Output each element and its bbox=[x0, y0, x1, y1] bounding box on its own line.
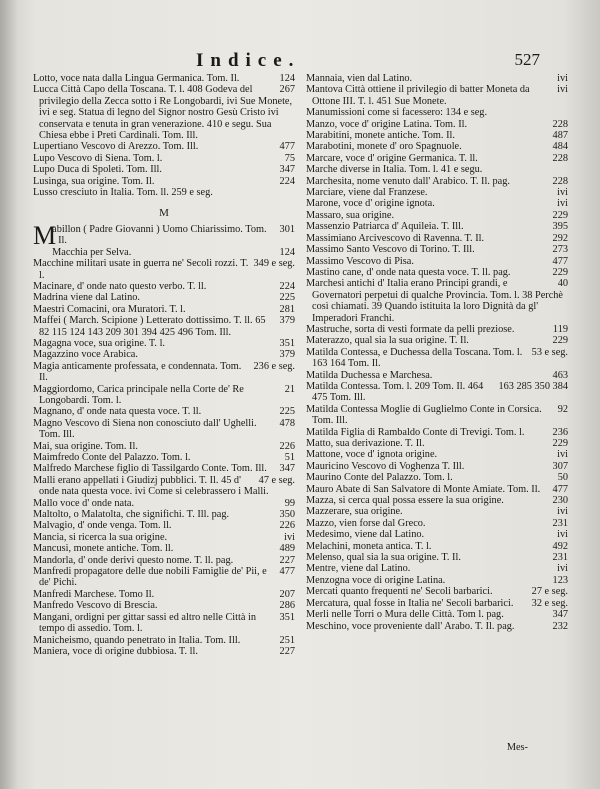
index-entry bbox=[306, 563, 568, 574]
entry-text: Manfredi Marchese. Tomo Il. bbox=[33, 588, 155, 600]
entry-text: Mazzo, vien forse dal Greco. bbox=[306, 517, 426, 529]
index-entry bbox=[306, 449, 568, 460]
entry-text: Magazzino voce Arabica. bbox=[33, 349, 138, 361]
index-entry bbox=[33, 384, 295, 407]
entry-text: Malvagio, d' onde venga. Tom. ll. bbox=[33, 520, 172, 532]
index-entry bbox=[306, 575, 568, 586]
entry-page-ref: ivi bbox=[557, 187, 568, 199]
index-entry bbox=[306, 176, 568, 187]
index-entry bbox=[306, 73, 568, 84]
entry-page-ref: 251 bbox=[279, 634, 295, 646]
index-entry bbox=[33, 338, 295, 349]
index-entry bbox=[33, 187, 295, 198]
entry-text: Marone, voce d' origine ignota. bbox=[306, 198, 435, 210]
index-entry bbox=[306, 278, 568, 324]
entry-text: Mangani, ordigni per gittar sassi ed altro nelle Città in tempo di assedio. Tom. l. bbox=[33, 611, 257, 635]
index-entry bbox=[306, 84, 568, 107]
index-entry bbox=[306, 347, 568, 370]
left-column bbox=[33, 73, 295, 657]
entry-text: Massaro, sua origine. bbox=[306, 209, 395, 221]
entry-text: Lupo Duca di Spoleti. Tom. Ill. bbox=[33, 164, 162, 176]
index-entry bbox=[33, 612, 295, 635]
entry-text: Lucca Città Capo della Toscana. T. l. 408 Godeva del privilegio della Zecca sotto i Re Longobardi, ivi Sue Monete, ivi e seg. Statua di legno del Signor nostro Gesù Cristo ivi conservata e tenuta in gran venerazione. 410 e segu. Sua Chiesa ebbe i Preti Cardinali. Tom. Ill. bbox=[33, 84, 293, 142]
entry-page-ref: 163 285 350 384 bbox=[498, 380, 568, 392]
entry-page-ref: 350 bbox=[279, 509, 295, 521]
index-entry bbox=[306, 529, 568, 540]
index-entry bbox=[33, 600, 295, 611]
entry-text: Marchesita, nome venuto dall' Arabico. T. Il. pag. bbox=[306, 175, 510, 187]
entry-text: Matilda Contessa Moglie di Guglielmo Conte in Corsica. Tom. Ill. bbox=[306, 403, 542, 427]
entry-text: Maestri Comacini, ora Muratori. T. l. bbox=[33, 303, 186, 315]
entry-page-ref: 228 bbox=[552, 152, 568, 164]
entry-page-ref: 347 bbox=[552, 609, 568, 621]
entry-text: Lotto, voce nata dalla Lingua Germanica. Tom. Il. bbox=[33, 73, 240, 84]
index-entry bbox=[306, 461, 568, 472]
entry-text: Marabitini, monete antiche. Tom. Il. bbox=[306, 130, 455, 142]
entry-text: Mauricino Vescovo di Voghenza T. Ill. bbox=[306, 460, 465, 472]
entry-page-ref: 231 bbox=[552, 517, 568, 529]
index-entry bbox=[306, 484, 568, 495]
entry-page-ref: 124 bbox=[279, 73, 295, 84]
section-letter-heading: M bbox=[159, 207, 169, 220]
index-entry bbox=[33, 441, 295, 452]
entry-text: Mannaia, vien dal Latino. bbox=[306, 73, 413, 84]
entry-page-ref: 231 bbox=[552, 552, 568, 564]
entry-text: Maniera, voce di origine dubbiosa. T. ll. bbox=[33, 645, 198, 657]
entry-text: Maurino Conte del Palazzo. Tom. l. bbox=[306, 472, 453, 484]
entry-text: Massimo Santo Vescovo di Torino. T. Ill. bbox=[306, 244, 475, 256]
index-entry bbox=[306, 541, 568, 552]
entry-page-ref: 27 e seg. bbox=[531, 586, 568, 598]
index-entry bbox=[33, 635, 295, 646]
entry-page-ref: ivi bbox=[557, 84, 568, 96]
entry-page-ref: 229 bbox=[552, 438, 568, 449]
entry-text: Malfredo Marchese figlio di Tassilgardo Conte. Tom. Ill. bbox=[33, 463, 267, 475]
entry-text: Matilda Contessa, e Duchessa della Toscana. Tom. l. 163 164 Tom. Il. bbox=[306, 346, 523, 370]
entry-text: Marcare, voce d' origine Germanica. T. ll. bbox=[306, 152, 478, 164]
index-entry bbox=[33, 566, 295, 589]
entry-page-ref: 229 bbox=[552, 335, 568, 347]
entry-page-ref: 301 bbox=[279, 223, 295, 235]
entry-page-ref: 281 bbox=[279, 303, 295, 315]
catchword: Mes- bbox=[506, 742, 528, 753]
entry-text: Mastino cane, d' onde nata questa voce. T. ll. pag. bbox=[306, 266, 511, 278]
entry-text: Meschino, voce proveniente dall' Arabo. T. Il. pag. bbox=[306, 620, 515, 632]
entry-text: Marchesi antichi d' Italia erano Principi grandi, e Governatori perpetui di qualche Provincia. Tom. l. 38 Perchè così chiamati. 39 Quando istituita la loro Dignità da gl' Imperadori Franchi. bbox=[306, 278, 564, 324]
index-entry bbox=[33, 176, 295, 187]
index-entry bbox=[33, 361, 295, 384]
entry-text: Maggiordomo, Carica principale nella Corte de' Re Longobardi. Tom. l. bbox=[33, 383, 244, 406]
entry-text: Merli nelle Torri o Mura delle Città. Tom l. pag. bbox=[306, 609, 504, 621]
entry-text: Mercatura, qual fosse in Italia ne' Secoli barbarici. bbox=[306, 597, 514, 609]
entry-page-ref: 349 e seg. bbox=[253, 258, 295, 270]
entry-text: Manfredo Vescovo di Brescia. bbox=[33, 600, 158, 612]
entry-text: Maffei ( March. Scipione ) Letterato dottissimo. T. ll. 65 82 115 124 143 209 301 394 425 496 Tom. Ill. bbox=[33, 315, 266, 338]
entry-page-ref: 230 bbox=[552, 495, 568, 507]
entry-page-ref: 229 bbox=[552, 266, 568, 278]
entry-text: Magia anticamente professata, e condennata. Tom. Il. bbox=[33, 360, 242, 384]
index-entry bbox=[33, 247, 295, 258]
index-entry bbox=[33, 220, 295, 250]
index-entry bbox=[306, 119, 568, 130]
entry-text: Mai, sua origine. Tom. Il. bbox=[33, 440, 138, 452]
index-entry bbox=[306, 221, 568, 232]
index-entry bbox=[306, 472, 568, 483]
index-entry bbox=[33, 509, 295, 520]
entry-page-ref: 379 bbox=[279, 315, 295, 327]
index-entry bbox=[306, 267, 568, 278]
entry-page-ref: ivi bbox=[557, 198, 568, 210]
index-entry bbox=[306, 438, 568, 449]
entry-text: Lusinga, sua origine. Tom. Il. bbox=[33, 175, 155, 187]
index-entry bbox=[306, 381, 568, 404]
index-entry bbox=[33, 463, 295, 474]
entry-page-ref: 478 bbox=[279, 417, 295, 429]
index-entry bbox=[33, 304, 295, 315]
index-entry bbox=[33, 406, 295, 417]
entry-text: Mancia, si ricerca la sua origine. bbox=[33, 531, 168, 543]
entry-page-ref: 51 bbox=[284, 452, 295, 463]
index-entry bbox=[306, 552, 568, 563]
entry-text: Matilda Figlia di Rambaldo Conte di Trevigi. Tom. l. bbox=[306, 426, 525, 438]
entry-page-ref: 99 bbox=[284, 497, 295, 509]
entry-page-ref: 224 bbox=[279, 280, 295, 292]
entry-page-ref: 124 bbox=[279, 246, 295, 258]
entry-page-ref: 492 bbox=[552, 540, 568, 552]
index-entry bbox=[306, 370, 568, 381]
index-entry bbox=[306, 586, 568, 597]
entry-text: Mallo voce d' onde nata. bbox=[33, 497, 135, 509]
entry-page-ref: 227 bbox=[279, 554, 295, 566]
entry-page-ref: 47 e seg. bbox=[258, 474, 295, 486]
entry-page-ref: ivi bbox=[557, 563, 568, 575]
running-title: Indice. bbox=[196, 50, 301, 71]
binding-shadow bbox=[0, 0, 18, 789]
entry-page-ref: 395 bbox=[552, 221, 568, 233]
index-entry bbox=[306, 233, 568, 244]
index-entry bbox=[33, 281, 295, 292]
entry-page-ref: 50 bbox=[557, 472, 568, 484]
index-entry bbox=[33, 555, 295, 566]
entry-page-ref: 351 bbox=[279, 337, 295, 349]
index-entry bbox=[306, 506, 568, 517]
entry-text: Marabotini, monete d' oro Spagnuole. bbox=[306, 141, 462, 153]
entry-page-ref: 477 bbox=[552, 255, 568, 267]
entry-text: Materazzo, qual sia la sua origine. T. Il. bbox=[306, 335, 469, 347]
entry-text: Madrina viene dal Latino. bbox=[33, 292, 140, 304]
entry-text: Macchia per Selva. bbox=[52, 246, 132, 258]
entry-page-ref: 225 bbox=[279, 292, 295, 304]
index-entry bbox=[306, 107, 568, 118]
index-entry bbox=[306, 598, 568, 609]
index-entry bbox=[33, 475, 295, 498]
index-entry bbox=[306, 324, 568, 335]
entry-page-ref: 75 bbox=[284, 152, 295, 164]
entry-page-ref: 123 bbox=[552, 574, 568, 586]
entry-text: Maimfredo Conte del Palazzo. Tom. l. bbox=[33, 452, 191, 463]
entry-page-ref: 225 bbox=[279, 406, 295, 418]
index-entry bbox=[306, 335, 568, 346]
entry-text: Macinare, d' onde nato questo verbo. T. ll. bbox=[33, 280, 207, 292]
entry-text: Massimiano Arcivescovo di Ravenna. T. Il. bbox=[306, 232, 485, 244]
page-number: 527 bbox=[514, 50, 540, 69]
entry-text: Magagna voce, sua origine. T. l. bbox=[33, 337, 166, 349]
entry-page-ref: 224 bbox=[279, 175, 295, 187]
entry-text: Manfredi propagatore delle due nobili Famiglie de' Pii, e de' Pichi. bbox=[33, 566, 267, 589]
index-entry bbox=[306, 164, 568, 175]
entry-page-ref: 232 bbox=[552, 620, 568, 632]
entry-page-ref: 286 bbox=[279, 600, 295, 612]
entry-text: abillon ( Padre Giovanni ) Uomo Chiarissimo. Tom. Il. bbox=[52, 223, 267, 247]
entry-text: Mantova Città ottiene il privilegio di batter Moneta da Ottone III. T. l. 451 Sue Monete. bbox=[306, 84, 530, 107]
entry-text: Lusso cresciuto in Italia. Tom. ll. 259 e seg. bbox=[33, 187, 213, 199]
entry-text: Lupertiano Vescovo di Arezzo. Tom. Ill. bbox=[33, 141, 199, 153]
index-entry bbox=[306, 495, 568, 506]
entry-text: Melenso, qual sia la sua origine. T. Il. bbox=[306, 552, 461, 564]
entry-page-ref: 477 bbox=[279, 566, 295, 578]
entry-page-ref: 477 bbox=[552, 483, 568, 495]
entry-page-ref: 463 bbox=[552, 369, 568, 381]
entry-page-ref: 487 bbox=[552, 130, 568, 142]
index-entry bbox=[33, 258, 295, 281]
entry-text: Massenzio Patriarca d' Aquileia. T. Ill. bbox=[306, 221, 464, 233]
entry-text: Menzogna voce di origine Latina. bbox=[306, 574, 446, 586]
entry-text: Marche diverse in Italia. Tom. l. 41 e segu. bbox=[306, 164, 483, 176]
entry-text: Mercati quanto frequenti ne' Secoli barbarici. bbox=[306, 586, 493, 598]
entry-text: Macchine militari usate in guerra ne' Secoli rozzi. T. l. bbox=[33, 258, 249, 281]
entry-text: Matilda Duchessa e Marchesa. bbox=[306, 369, 433, 381]
entry-page-ref: 347 bbox=[279, 463, 295, 475]
entry-page-ref: ivi bbox=[557, 506, 568, 518]
index-entry bbox=[33, 418, 295, 441]
entry-page-ref: 292 bbox=[552, 232, 568, 244]
entry-page-ref: 228 bbox=[552, 118, 568, 130]
entry-text: Matilda Contessa. Tom. l. 209 Tom. Il. 464 475 Tom. Ill. bbox=[306, 380, 484, 404]
entry-text: Mattone, voce d' ignota origine. bbox=[306, 449, 438, 461]
index-entry bbox=[306, 130, 568, 141]
entry-page-ref: ivi bbox=[557, 73, 568, 84]
entry-text: Mandorla, d' onde derivi questo nome. T. ll. pag. bbox=[33, 554, 234, 566]
entry-text: Manumissioni come si facessero: 134 e seg. bbox=[306, 107, 488, 119]
entry-page-ref: 32 e seg. bbox=[531, 597, 568, 609]
right-column bbox=[306, 73, 568, 632]
index-entry bbox=[33, 315, 295, 338]
entry-page-ref: 53 e seg. bbox=[531, 346, 568, 358]
index-entry bbox=[33, 520, 295, 531]
entry-page-ref: 236 bbox=[552, 426, 568, 438]
entry-page-ref: 307 bbox=[552, 460, 568, 472]
entry-page-ref: 484 bbox=[552, 141, 568, 153]
entry-page-ref: 92 bbox=[557, 403, 568, 415]
entry-page-ref: ivi bbox=[284, 531, 295, 543]
entry-page-ref: 236 e seg. bbox=[253, 360, 295, 372]
index-entry bbox=[33, 292, 295, 303]
entry-text: Magno Vescovo di Siena non conosciuto dall' Ughelli. Tom. Ill. bbox=[33, 417, 257, 441]
index-entry bbox=[33, 349, 295, 360]
entry-page-ref: 379 bbox=[279, 349, 295, 361]
index-entry bbox=[306, 141, 568, 152]
index-entry bbox=[306, 609, 568, 620]
entry-text: Manicheismo, quando penetrato in Italia. Tom. Ill. bbox=[33, 634, 241, 646]
entry-text: Medesimo, viene dal Latino. bbox=[306, 529, 425, 541]
drop-cap: M bbox=[33, 220, 57, 250]
entry-page-ref: 40 bbox=[557, 278, 568, 290]
entry-page-ref: 227 bbox=[279, 645, 295, 657]
index-entry bbox=[33, 452, 295, 463]
index-entry bbox=[306, 153, 568, 164]
entry-page-ref: ivi bbox=[557, 529, 568, 541]
index-entry bbox=[306, 621, 568, 632]
entry-text: Marciare, viene dal Franzese. bbox=[306, 187, 428, 199]
entry-text: Melachini, moneta antica. T. l. bbox=[306, 540, 432, 552]
index-entry bbox=[33, 84, 295, 141]
index-entry bbox=[306, 518, 568, 529]
entry-page-ref: 347 bbox=[279, 164, 295, 176]
entry-page-ref: 229 bbox=[552, 209, 568, 221]
entry-text: Mazzerare, sua origine. bbox=[306, 506, 403, 518]
entry-text: Matto, sua derivazione. T. Il. bbox=[306, 438, 425, 449]
index-entry bbox=[306, 256, 568, 267]
entry-page-ref: 226 bbox=[279, 520, 295, 532]
entry-text: Lupo Vescovo di Siena. Tom. l. bbox=[33, 152, 163, 164]
index-entry bbox=[306, 427, 568, 438]
entry-page-ref: 21 bbox=[284, 383, 295, 395]
entry-text: Mancusi, monete antiche. Tom. ll. bbox=[33, 543, 174, 555]
entry-page-ref: 207 bbox=[279, 588, 295, 600]
index-entry bbox=[306, 198, 568, 209]
entry-text: Mastruche, sorta di vesti formate da pelli preziose. bbox=[306, 323, 515, 335]
index-entry bbox=[33, 646, 295, 657]
index-entry bbox=[33, 153, 295, 164]
entry-text: Maltolto, o Malatolta, che significhi. T. Ill. pag. bbox=[33, 509, 230, 521]
entry-text: Massimo Vescovo di Pisa. bbox=[306, 255, 414, 267]
index-entry bbox=[306, 244, 568, 255]
entry-page-ref: 273 bbox=[552, 244, 568, 256]
entry-text: Magnano, d' onde nata questa voce. T. ll. bbox=[33, 406, 202, 418]
index-entry bbox=[33, 164, 295, 175]
entry-text: Malli erano appellati i Giudizj pubblici. T. Il. 45 d' onde nata questa voce. ivi Come si celebrassero i Malli. bbox=[33, 474, 269, 498]
entry-text: Mazza, si cerca qual possa essere la sua origine. bbox=[306, 495, 504, 507]
index-entry bbox=[33, 543, 295, 554]
index-entry bbox=[33, 141, 295, 152]
index-entry bbox=[33, 498, 295, 509]
index-entry bbox=[306, 404, 568, 427]
entry-page-ref: 351 bbox=[279, 611, 295, 623]
entry-page-ref: 267 bbox=[279, 84, 295, 96]
entry-page-ref: ivi bbox=[557, 449, 568, 461]
index-entry bbox=[306, 187, 568, 198]
entry-page-ref: 119 bbox=[552, 323, 568, 335]
entry-text: Manzo, voce d' origine Latina. Tom. Il. bbox=[306, 118, 468, 130]
index-entry bbox=[306, 210, 568, 221]
entry-page-ref: 228 bbox=[552, 175, 568, 187]
index-entry bbox=[33, 73, 295, 84]
index-entry bbox=[33, 589, 295, 600]
entry-page-ref: 489 bbox=[279, 543, 295, 555]
entry-text: Mauro Abate di San Salvatore di Monte Amiate. Tom. Il. bbox=[306, 483, 541, 495]
entry-page-ref: 226 bbox=[279, 440, 295, 452]
entry-page-ref: 477 bbox=[279, 141, 295, 153]
entry-text: Mentre, viene dal Latino. bbox=[306, 563, 411, 575]
index-entry bbox=[33, 532, 295, 543]
